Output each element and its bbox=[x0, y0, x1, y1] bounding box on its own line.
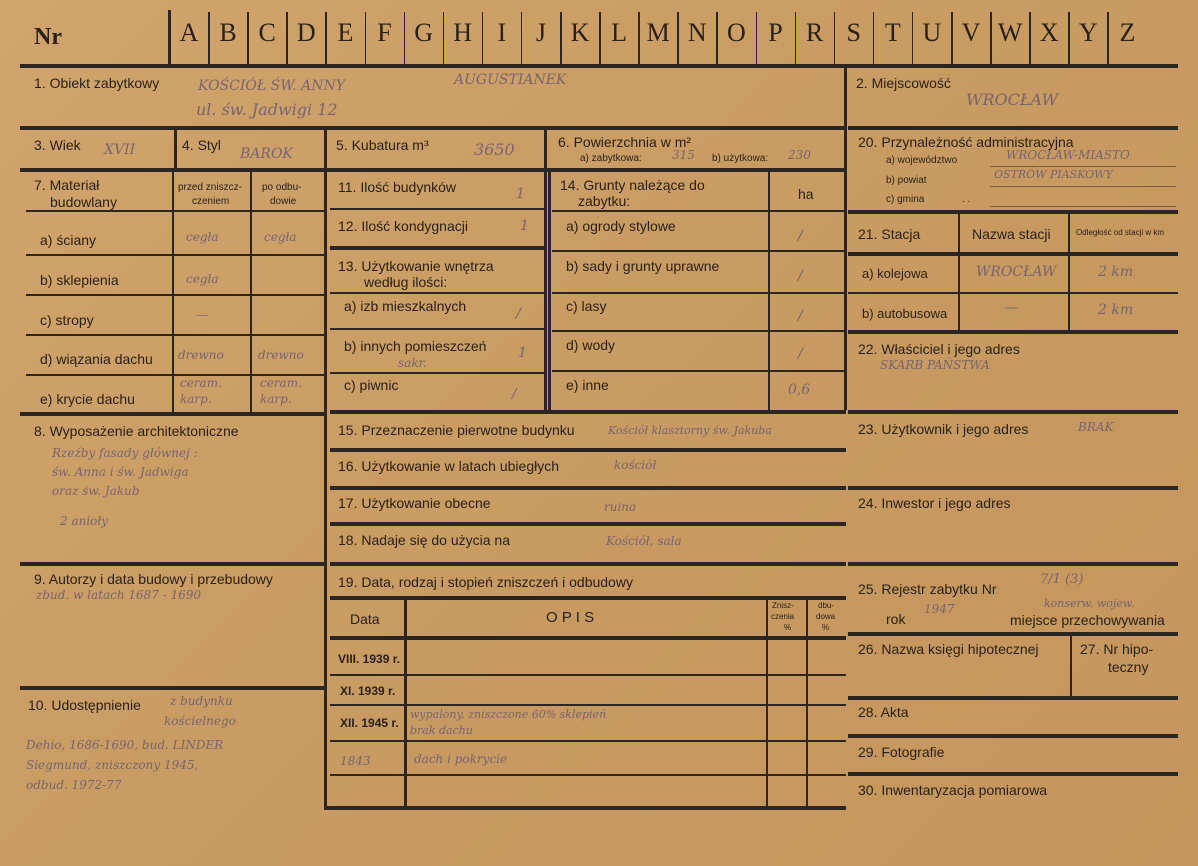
field-7-row-after: drewno bbox=[258, 348, 304, 362]
field-21-b-label: b) autobusowa bbox=[862, 306, 948, 321]
rule bbox=[848, 562, 1178, 566]
letter-k: K bbox=[570, 18, 590, 47]
field-14-label: 14. Grunty należące do bbox=[560, 177, 705, 193]
letter-divider bbox=[247, 12, 249, 64]
field-26-label: 26. Nazwa księgi hipotecznej bbox=[858, 641, 1039, 657]
rule bbox=[848, 772, 1178, 776]
field-14-row-label: b) sady i grunty uprawne bbox=[566, 258, 720, 274]
rule bbox=[330, 292, 544, 294]
rule bbox=[330, 636, 846, 640]
rule bbox=[848, 486, 1178, 490]
rule bbox=[1070, 634, 1072, 698]
field-21-a-dist: 2 km bbox=[1098, 264, 1134, 280]
field-25-year: 1947 bbox=[924, 602, 955, 616]
field-7-row-label: c) stropy bbox=[40, 312, 94, 328]
rule bbox=[768, 170, 770, 412]
letter-divider bbox=[208, 12, 210, 64]
field-14-unit: ha bbox=[798, 186, 814, 202]
letter-j: J bbox=[535, 18, 546, 47]
field-14-label-2: zabytku: bbox=[578, 193, 631, 209]
rule bbox=[20, 686, 326, 690]
field-22-value: SKARB PAŃSTWA bbox=[880, 358, 990, 372]
letter-divider bbox=[1107, 12, 1109, 64]
field-10-note: odbud. 1972-77 bbox=[26, 778, 122, 792]
field-14-row-value: / bbox=[798, 346, 803, 362]
field-19-label: 19. Data, rodzaj i stopień zniszczeń i odbudowy bbox=[338, 574, 633, 590]
field-10-value-2: kościelnego bbox=[164, 714, 236, 728]
field-10-note: Dehio, 1686-1690, bud. LINDER bbox=[26, 738, 224, 752]
field-2-value: WROCŁAW bbox=[966, 90, 1058, 109]
rule bbox=[330, 486, 846, 490]
field-19-col-rebuilt: dbu- bbox=[818, 601, 835, 610]
field-8-line: 2 anioły bbox=[60, 514, 109, 528]
rule bbox=[330, 596, 846, 600]
field-11-label: 11. Ilość budynków bbox=[338, 179, 457, 195]
letter-divider bbox=[756, 12, 758, 64]
letter-g: G bbox=[414, 18, 433, 47]
letter-h: H bbox=[453, 18, 473, 47]
field-7-label: 7. Materiał bbox=[34, 177, 100, 193]
field-27-label: 27. Nr hipo- bbox=[1080, 641, 1154, 657]
field-13-b-note: sakr. bbox=[398, 356, 427, 370]
rule bbox=[1068, 212, 1070, 332]
field-25-note: konserw. wojew. bbox=[1044, 597, 1135, 610]
nr-label: Nr bbox=[34, 24, 62, 50]
field-12-label: 12. Ilość kondygnacji bbox=[338, 218, 468, 234]
field-13-c-label: c) piwnic bbox=[344, 377, 399, 393]
rule bbox=[26, 334, 324, 336]
rule bbox=[848, 696, 1178, 700]
field-18-value: Kościół, sala bbox=[606, 534, 682, 548]
rule bbox=[848, 292, 1178, 294]
rule bbox=[552, 292, 844, 294]
letter-divider bbox=[521, 12, 523, 64]
field-19-pct: % bbox=[822, 623, 830, 632]
field-13-a-value: / bbox=[516, 306, 521, 322]
field-9-value: zbud. w latach 1687 - 1690 bbox=[36, 588, 202, 602]
field-6-a-value: 315 bbox=[672, 148, 695, 162]
rule bbox=[324, 128, 327, 810]
rule bbox=[990, 186, 1176, 187]
letter-i: I bbox=[497, 18, 507, 47]
letter-w: W bbox=[997, 18, 1023, 47]
letter-z: Z bbox=[1119, 18, 1136, 47]
field-7-col-after: po odbu- bbox=[262, 182, 302, 193]
field-1-address: ul. św. Jadwigi 12 bbox=[196, 100, 338, 119]
field-19-col-desc: O P I S bbox=[546, 609, 595, 626]
rule bbox=[326, 806, 846, 810]
letter-divider bbox=[599, 12, 601, 64]
field-14-row-value: / bbox=[798, 268, 803, 284]
field-21-b-name: — bbox=[1004, 300, 1018, 316]
letter-divider bbox=[638, 12, 640, 64]
rule bbox=[330, 208, 544, 210]
rule bbox=[330, 562, 846, 566]
letter-divider bbox=[560, 12, 562, 64]
rule bbox=[20, 562, 326, 566]
field-1-value: KOŚCIÓŁ ŚW. ANNY bbox=[198, 78, 345, 94]
field-8-line: św. Anna i św. Jadwiga bbox=[52, 465, 189, 479]
letter-divider bbox=[716, 12, 718, 64]
field-6-b-value: 230 bbox=[788, 148, 811, 162]
field-20-b-value: OSTRÓW PIASKOWY bbox=[994, 168, 1113, 181]
field-13-c-value: / bbox=[512, 386, 517, 402]
field-9-label: 9. Autorzy i data budowy i przebudowy bbox=[34, 571, 273, 587]
letter-b: B bbox=[219, 18, 237, 47]
rule bbox=[174, 128, 177, 170]
field-14-row-value: 0,6 bbox=[788, 382, 811, 398]
field-17-value: ruina bbox=[604, 500, 637, 514]
field-19-col-rebuilt-2: dowa bbox=[816, 612, 836, 621]
field-13-a-label: a) izb mieszkalnych bbox=[344, 298, 467, 314]
field-7-row-before: — bbox=[196, 308, 208, 322]
field-13-label: 13. Użytkowanie wnętrza bbox=[338, 258, 494, 274]
field-13-b-value: 1 bbox=[518, 345, 527, 361]
field-24-label: 24. Inwestor i jego adres bbox=[858, 495, 1011, 511]
letter-divider bbox=[404, 12, 406, 64]
rule bbox=[552, 370, 844, 372]
field-19-row-date: XI. 1939 r. bbox=[340, 684, 396, 698]
letter-divider bbox=[286, 12, 288, 64]
letter-x: X bbox=[1039, 18, 1059, 47]
rule bbox=[20, 168, 846, 172]
letter-divider bbox=[1068, 12, 1070, 64]
letter-f: F bbox=[377, 18, 392, 47]
field-6-label: 6. Powierzchnia w m² bbox=[558, 134, 692, 150]
letter-s: S bbox=[846, 18, 861, 47]
field-3-value: XVII bbox=[104, 142, 136, 158]
field-16-value: kościół bbox=[614, 458, 657, 472]
rule bbox=[848, 126, 1178, 130]
letter-divider bbox=[912, 12, 914, 64]
field-7-row-before: cegła bbox=[186, 230, 219, 244]
rule bbox=[552, 330, 844, 332]
rule bbox=[330, 448, 846, 452]
field-7-row-before: ceram. bbox=[180, 376, 222, 390]
field-20-a-label: a) województwo bbox=[886, 155, 958, 166]
field-10-value: z budynku bbox=[170, 694, 233, 708]
field-20-b-label: b) powiat bbox=[886, 175, 927, 186]
field-16-label: 16. Użytkowanie w latach ubiegłych bbox=[338, 458, 560, 474]
field-21-a-name: WROCŁAW bbox=[976, 264, 1057, 280]
rule bbox=[330, 372, 544, 374]
rule bbox=[330, 704, 846, 706]
field-14-row-label: e) inne bbox=[566, 377, 609, 393]
rule bbox=[20, 126, 846, 130]
field-6-b-label: b) użytkowa: bbox=[712, 153, 769, 164]
field-19-row-date-2: 1843 bbox=[340, 754, 371, 768]
rule bbox=[848, 734, 1178, 738]
letter-r: R bbox=[805, 18, 824, 47]
field-13-b-label: b) innych pomieszczeń bbox=[344, 338, 487, 354]
field-18-label: 18. Nadaje się do użycia na bbox=[338, 532, 510, 548]
rule bbox=[330, 246, 544, 250]
field-19-row-desc: dach i pokrycie bbox=[414, 752, 508, 766]
letter-o: O bbox=[727, 18, 746, 47]
rule bbox=[548, 170, 551, 412]
letter-n: N bbox=[687, 18, 707, 47]
field-27-label-2: teczny bbox=[1108, 659, 1149, 675]
field-14-row-label: a) ogrody stylowe bbox=[566, 218, 676, 234]
rule bbox=[26, 210, 324, 212]
field-7-col-before-2: czeniem bbox=[192, 196, 230, 207]
letter-divider bbox=[873, 12, 875, 64]
letter-divider bbox=[795, 12, 797, 64]
field-23-value: BRAK bbox=[1078, 420, 1114, 434]
field-25-year-label: rok bbox=[886, 611, 906, 627]
field-21-col-name: Nazwa stacji bbox=[972, 226, 1051, 242]
field-14-row-value: / bbox=[798, 308, 803, 324]
letter-a: A bbox=[179, 18, 199, 47]
field-20-c-label: c) gmina bbox=[886, 194, 925, 205]
field-19-pct: % bbox=[784, 623, 792, 632]
field-14-row-label: c) lasy bbox=[566, 298, 607, 314]
rule bbox=[552, 210, 844, 212]
field-21-a-label: a) kolejowa bbox=[862, 266, 928, 281]
letter-u: U bbox=[922, 18, 942, 47]
field-19-col-destroyed-2: czenia bbox=[771, 612, 795, 621]
field-7-row-label: d) wiązania dachu bbox=[40, 351, 153, 367]
letter-l: L bbox=[611, 18, 628, 47]
field-13-label-2: według ilości: bbox=[364, 274, 448, 290]
field-7-col-before: przed zniszcz- bbox=[178, 182, 242, 193]
field-19-col-date: Data bbox=[350, 611, 380, 627]
rule bbox=[330, 522, 846, 526]
letter-divider bbox=[1029, 12, 1031, 64]
field-30-label: 30. Inwentaryzacja pomiarowa bbox=[858, 782, 1048, 798]
field-5-value: 3650 bbox=[474, 140, 515, 159]
field-21-col-dist: Odległość od stacji w km bbox=[1076, 228, 1165, 237]
rule bbox=[20, 64, 1178, 68]
field-15-label: 15. Przeznaczenie pierwotne budynku bbox=[338, 422, 575, 438]
letter-m: M bbox=[646, 18, 670, 47]
field-8-line: Rzeźby fasady głównej : bbox=[52, 446, 198, 460]
rule bbox=[330, 740, 846, 742]
field-25-reg: 7/1 (3) bbox=[1040, 572, 1084, 587]
field-7-row-before: drewno bbox=[178, 348, 224, 362]
letter-divider bbox=[443, 12, 445, 64]
rule bbox=[990, 206, 1176, 207]
field-19-row-date: XII. 1945 r. bbox=[340, 716, 399, 730]
rule bbox=[990, 166, 1176, 167]
field-14-row-label: d) wody bbox=[566, 337, 616, 353]
letter-e: E bbox=[337, 18, 354, 47]
field-17-label: 17. Użytkowanie obecne bbox=[338, 495, 491, 511]
field-7-row-before-2: karp. bbox=[180, 392, 212, 406]
field-6-a-label: a) zabytkowa: bbox=[580, 153, 642, 164]
rule bbox=[848, 632, 1178, 636]
letter-v: V bbox=[961, 18, 981, 47]
rule bbox=[958, 212, 960, 332]
field-10-note: Siegmund, zniszczony 1945, bbox=[26, 758, 199, 772]
rule bbox=[26, 294, 324, 296]
field-8-label: 8. Wyposażenie architektoniczne bbox=[34, 423, 239, 439]
letter-p: P bbox=[768, 18, 783, 47]
rule bbox=[848, 210, 1178, 214]
field-20-label: 20. Przynależność administracyjna bbox=[858, 134, 1074, 150]
rule bbox=[848, 410, 1178, 414]
rule bbox=[330, 328, 544, 330]
letter-divider bbox=[482, 12, 484, 64]
letter-c: C bbox=[258, 18, 276, 47]
field-21-b-dist: 2 km bbox=[1098, 302, 1134, 318]
field-22-label: 22. Właściciel i jego adres bbox=[858, 341, 1020, 357]
field-23-label: 23. Użytkownik i jego adres bbox=[858, 421, 1029, 437]
field-20-a-value: WROCŁAW-MIASTO bbox=[1006, 148, 1130, 162]
rule bbox=[330, 674, 846, 676]
field-1-value-2: AUGUSTIANEK bbox=[454, 72, 567, 88]
field-25-label: 25. Rejestr zabytku Nr bbox=[858, 581, 997, 597]
rule bbox=[330, 774, 846, 776]
rule bbox=[552, 250, 844, 252]
field-29-label: 29. Fotografie bbox=[858, 744, 945, 760]
field-2-label: 2. Miejscowość bbox=[856, 75, 951, 91]
field-4-label: 4. Styl bbox=[182, 137, 221, 153]
rule bbox=[848, 330, 1178, 334]
rule bbox=[26, 254, 324, 256]
field-21-label: 21. Stacja bbox=[858, 226, 921, 242]
rule bbox=[848, 252, 1178, 256]
field-7-row-after: ceram. bbox=[260, 376, 302, 390]
letter-divider bbox=[990, 12, 992, 64]
field-4-value: BAROK bbox=[240, 146, 293, 162]
field-19-row-desc-2: brak dachu bbox=[410, 724, 473, 737]
field-28-label: 28. Akta bbox=[858, 704, 909, 720]
field-20-c-value: . . bbox=[962, 194, 971, 205]
field-7-label-2: budowlany bbox=[50, 194, 117, 210]
field-15-value: Kościół klasztorny św. Jakuba bbox=[608, 424, 772, 437]
letter-divider bbox=[325, 12, 327, 64]
letter-divider bbox=[365, 12, 367, 64]
field-19-row-desc: wypalony, zniszczone 60% sklepień bbox=[410, 708, 607, 721]
letter-divider bbox=[951, 12, 953, 64]
field-10-label: 10. Udostępnienie bbox=[28, 697, 141, 713]
letter-divider bbox=[834, 12, 836, 64]
field-7-row-before: cegła bbox=[186, 272, 219, 286]
field-7-row-after: cegła bbox=[264, 230, 297, 244]
field-19-col-destroyed: Znisz- bbox=[772, 601, 794, 610]
field-11-value: 1 bbox=[516, 186, 525, 202]
field-7-col-after-2: dowie bbox=[270, 196, 297, 207]
field-7-row-after-2: karp. bbox=[260, 392, 292, 406]
field-19-row-date: VIII. 1939 r. bbox=[338, 652, 401, 666]
field-25-place: miejsce przechowywania bbox=[1010, 612, 1165, 628]
field-7-row-label: b) sklepienia bbox=[40, 272, 119, 288]
field-14-row-value: / bbox=[798, 228, 803, 244]
field-3-label: 3. Wiek bbox=[34, 137, 81, 153]
field-7-row-label: e) krycie dachu bbox=[40, 391, 135, 407]
rule bbox=[844, 66, 847, 410]
letter-divider bbox=[677, 12, 679, 64]
letter-t: T bbox=[884, 18, 901, 47]
field-12-value: 1 bbox=[520, 218, 529, 234]
rule bbox=[330, 410, 846, 414]
field-1-label: 1. Obiekt zabytkowy bbox=[34, 75, 160, 91]
field-5-label: 5. Kubatura m³ bbox=[336, 137, 429, 153]
rule bbox=[20, 412, 326, 416]
field-7-row-label: a) ściany bbox=[40, 232, 97, 248]
letter-y: Y bbox=[1078, 18, 1098, 47]
field-8-line: oraz św. Jakub bbox=[52, 484, 140, 498]
letter-d: D bbox=[296, 18, 316, 47]
